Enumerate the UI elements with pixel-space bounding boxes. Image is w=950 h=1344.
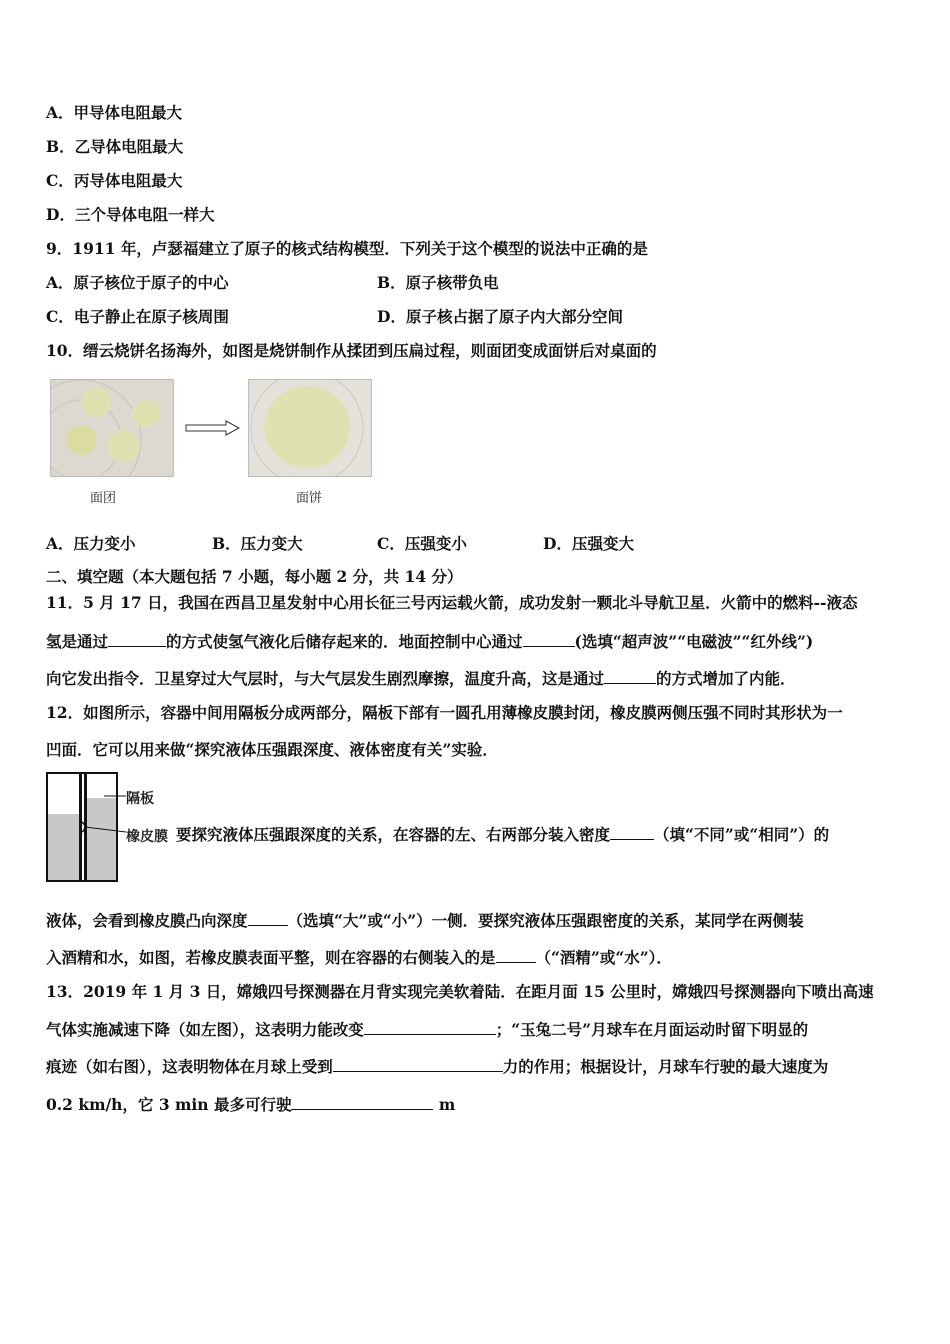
q11-line-1: 11．5 月 17 日，我国在西昌卫星发射中心用长征三号丙运载火箭，成功发射一颗北斗导航卫星．火箭中的燃料--液态	[46, 593, 858, 612]
q10-option-a: A．压力变小	[46, 534, 136, 553]
q13-text-4a: 0.2 km/h，它 3 min 最多可行驶	[46, 1095, 292, 1114]
q12-text-5a: 入酒精和水，如图，若橡皮膜表面平整，则在容器的右侧装入的是	[46, 948, 496, 967]
flat-cake-photo	[248, 379, 372, 477]
q11-text-3b: 的方式增加了内能．	[656, 669, 796, 688]
q13-text-2b: ；“玉兔二号”月球车在月面运动时留下明显的	[495, 1020, 809, 1039]
q12-line-1: 12．如图所示，容器中间用隔板分成两部分，隔板下部有一圆孔用薄橡皮膜封闭，橡皮膜两侧压强不同时其形状为一	[46, 703, 843, 722]
q8-option-b: B．乙导体电阻最大	[46, 137, 184, 156]
q12-text-3b: （填“不同”或“相同”）的	[654, 825, 830, 844]
q9-option-c: C．电子静止在原子核周围	[46, 307, 229, 326]
q12-line-4	[46, 909, 804, 931]
q13-blank-1[interactable]	[364, 1018, 496, 1035]
q13-blank-3[interactable]	[291, 1093, 433, 1110]
q9-option-d: D．原子核占据了原子内大部分空间	[377, 307, 623, 326]
q12-text-4a: 液体，会看到橡皮膜凸向深度	[46, 911, 248, 930]
q10-option-c: C．压强变小	[377, 534, 467, 553]
q10-option-d: D．压强变大	[543, 534, 634, 553]
label-membrane: 橡皮膜	[126, 829, 168, 845]
q12-text-4b: （选填“大”或“小”）一侧．要探究液体压强跟密度的关系，某同学在两侧装	[287, 911, 804, 930]
q10-stem: 10．缙云烧饼名扬海外，如图是烧饼制作从揉团到压扁过程，则面团变成面饼后对桌面的	[46, 341, 657, 360]
q12-blank-3[interactable]	[496, 946, 536, 963]
q11-line-2	[46, 630, 813, 652]
q13-blank-2[interactable]	[333, 1055, 503, 1072]
q13-text-3b: 力的作用；根据设计，月球车行驶的最大速度为	[502, 1057, 829, 1076]
q13-line-3	[46, 1055, 828, 1077]
q9-stem: 9．1911 年，卢瑟福建立了原子的核式结构模型．下列关于这个模型的说法中正确的是	[46, 239, 648, 258]
label-partition: 隔板	[126, 791, 154, 807]
q11-blank-2[interactable]	[523, 630, 575, 647]
q9-option-b: B．原子核带负电	[377, 273, 499, 292]
q13-line-4	[46, 1093, 455, 1115]
q12-line-5	[46, 946, 672, 968]
section-heading: 二、填空题（本大题包括 7 小题，每小题 2 分，共 14 分）	[46, 567, 463, 586]
q11-text-3a: 向它发出指令．卫星穿过大气层时，与大气层发生剧烈摩擦，温度升高，这是通过	[46, 669, 605, 688]
q11-line-3	[46, 667, 796, 689]
q12-line-2: 凹面．它可以用来做“探究液体压强跟深度、液体密度有关”实验．	[46, 740, 498, 759]
flat-cake-illustration	[249, 380, 371, 476]
q12-line-3	[176, 823, 829, 845]
q11-text-2b: 的方式使氢气液化后储存起来的．地面控制中心通过	[166, 632, 523, 651]
q9-option-a: A．原子核位于原子的中心	[46, 273, 229, 292]
q8-option-d: D．三个导体电阻一样大	[46, 205, 215, 224]
dough-balls-illustration	[51, 380, 173, 476]
q13-line-1: 13．2019 年 1 月 3 日，嫦娥四号探测器在月背实现完美软着陆．在距月面 15 公里时，嫦娥四号探测器向下喷出高速	[46, 982, 874, 1001]
q11-blank-3[interactable]	[604, 667, 656, 684]
caption-dough: 面团	[90, 491, 117, 506]
caption-cake: 面饼	[296, 491, 323, 506]
dough-balls-photo	[50, 379, 174, 477]
q11-blank-1[interactable]	[108, 630, 166, 647]
q12-text-3a: 要探究液体压强跟深度的关系，在容器的左、右两部分装入密度	[176, 825, 611, 844]
q10-option-b: B．压力变大	[212, 534, 303, 553]
q11-text-2c: (选填“超声波”“电磁波”“红外线”)	[574, 632, 814, 651]
q11-text-2a: 氢是通过	[46, 632, 109, 651]
q13-line-2	[46, 1018, 808, 1040]
q13-text-2a: 气体实施减速下降（如左图），这表明力能改变	[46, 1020, 364, 1039]
q13-text-4b: m	[433, 1095, 456, 1114]
q13-text-3a: 痕迹（如右图），这表明物体在月球上受到	[46, 1057, 333, 1076]
q12-blank-2[interactable]	[248, 909, 288, 926]
q8-option-c: C．丙导体电阻最大	[46, 171, 183, 190]
q8-option-a: A．甲导体电阻最大	[46, 103, 183, 122]
q12-text-5b: （“酒精”或“水”）．	[535, 948, 672, 967]
arrow-right-icon	[184, 420, 242, 436]
q12-blank-1[interactable]	[610, 823, 654, 840]
